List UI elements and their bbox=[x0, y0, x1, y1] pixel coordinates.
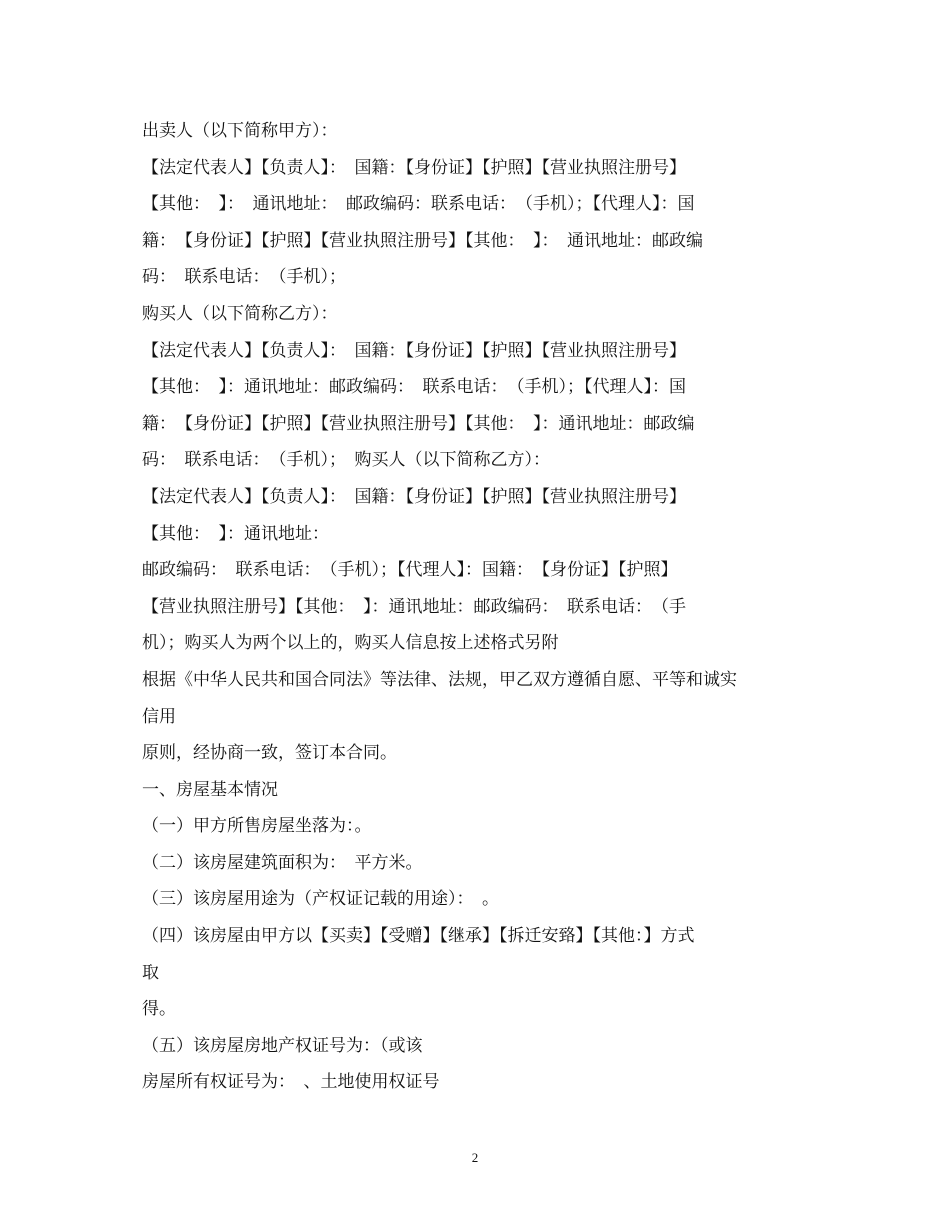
text-line: （五）该房屋房地产权证号为：（或该 bbox=[142, 1035, 423, 1056]
text-line: 根据《中华人民共和国合同法》等法律、法规，甲乙双方遵循自愿、平等和诚实 bbox=[142, 669, 737, 690]
text-line: （二）该房屋建筑面积为： 平方米。 bbox=[142, 852, 423, 873]
text-line: 【其他： 】： 通讯地址： 邮政编码：联系电话： （手机）；【代理人】：国 bbox=[142, 194, 695, 215]
document-body bbox=[142, 113, 812, 1101]
text-line: （三）该房屋用途为（产权证记载的用途）： 。 bbox=[142, 889, 499, 910]
text-line-buyer-heading: 购买人（以下简称乙方）： bbox=[142, 303, 338, 324]
text-line: 籍： 【身份证】【护照】【营业执照注册号】【其他： 】：通讯地址：邮政编 bbox=[142, 413, 695, 434]
text-line: 【其他： 】：通讯地址：邮政编码： 联系电话： （手机）；【代理人】：国 bbox=[142, 377, 686, 398]
page-number: 2 bbox=[471, 1150, 479, 1165]
section-heading-house-basics: 一、房屋基本情况 bbox=[142, 779, 278, 800]
text-line-seller-heading: 出卖人（以下简称甲方）： bbox=[142, 121, 338, 141]
text-line: 得。 bbox=[142, 999, 176, 1020]
text-line: 取 bbox=[142, 962, 159, 983]
text-line: 【法定代表人】【负责人】： 国籍：【身份证】【护照】【营业执照注册号】 bbox=[142, 486, 686, 507]
text-line: 【其他： 】：通讯地址： bbox=[142, 523, 329, 544]
text-line: 【法定代表人】【负责人】： 国籍：【身份证】【护照】【营业执照注册号】 bbox=[142, 157, 686, 178]
text-line: （四）该房屋由甲方以【买卖】【受赠】【继承】【拆迁安臵】【其他：】方式 bbox=[142, 926, 695, 947]
text-line: （一）甲方所售房屋坐落为：。 bbox=[142, 816, 372, 837]
text-line: 邮政编码： 联系电话： （手机）；【代理人】：国籍： 【身份证】【护照】 bbox=[142, 560, 678, 581]
text-line: 码： 联系电话： （手机）； bbox=[142, 267, 346, 288]
text-line: 信用 bbox=[142, 706, 176, 727]
text-line: 籍： 【身份证】【护照】【营业执照注册号】【其他： 】： 通讯地址：邮政编 bbox=[142, 230, 703, 251]
text-line: 机）；购买人为两个以上的，购买人信息按上述格式另附 bbox=[142, 633, 559, 654]
text-line: 码： 联系电话： （手机）； 购买人（以下简称乙方）： bbox=[142, 450, 550, 471]
text-line: 原则，经协商一致，签订本合同。 bbox=[142, 743, 397, 764]
text-line: 【法定代表人】【负责人】： 国籍：【身份证】【护照】【营业执照注册号】 bbox=[142, 340, 686, 361]
text-line: 房屋所有权证号为： 、土地使用权证号 bbox=[142, 1072, 440, 1093]
text-line: 【营业执照注册号】【其他： 】：通讯地址：邮政编码： 联系电话： （手 bbox=[142, 596, 686, 617]
